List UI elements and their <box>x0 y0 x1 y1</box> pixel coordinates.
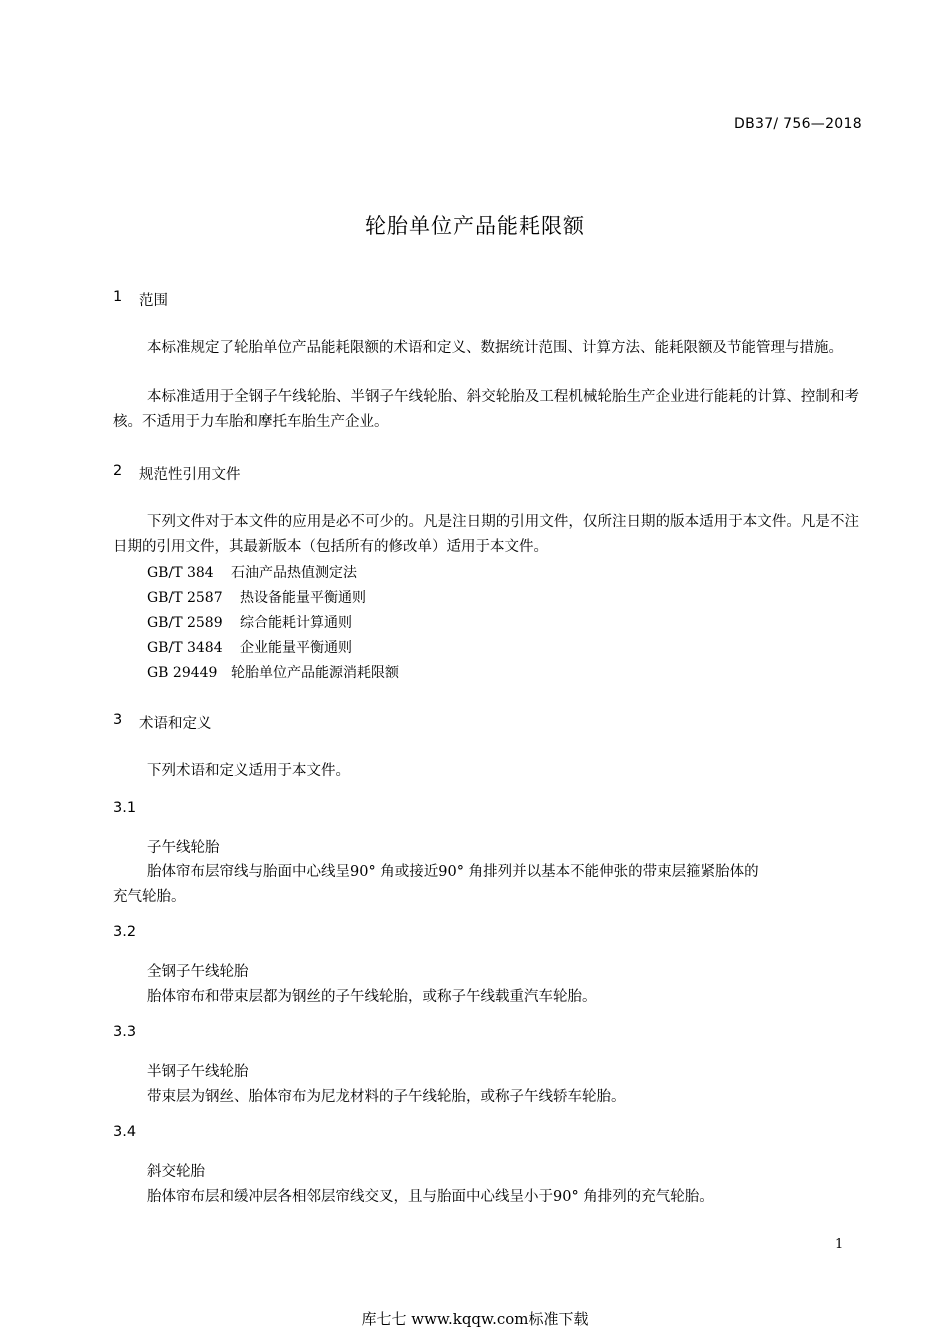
section-2-intro: 下列文件对于本文件的应用是必不可少的。凡是注日期的引用文件，仅所注日期的版本适用于本文件。凡是不注日期的引用文件，其最新版本（包括所有的修改单）适用于本文件。 <box>113 514 859 555</box>
section-1-title: 范围 <box>139 293 168 309</box>
reference-title: 轮胎单位产品能源消耗限额 <box>231 665 399 681</box>
section-3-intro: 下列术语和定义适用于本文件。 <box>147 763 350 779</box>
page-title: 轮胎单位产品能耗限额 <box>365 214 585 238</box>
section-2-title: 规范性引用文件 <box>139 467 241 483</box>
term-definition: 带束层为钢丝、胎体帘布为尼龙材料的子午线轮胎，或称子午线轿车轮胎。 <box>147 1089 626 1105</box>
term-definition-continued: 充气轮胎。 <box>113 889 186 905</box>
reference-title: 企业能量平衡通则 <box>240 640 352 656</box>
term-heading: 斜交轮胎 <box>147 1164 205 1180</box>
clause-number: 3.3 <box>113 1024 137 1040</box>
reference-code: GB/T 2589 <box>147 615 223 631</box>
section-1-paragraph-1: 本标准规定了轮胎单位产品能耗限额的术语和定义、数据统计范围、计算方法、能耗限额及节能管理与措施。 <box>147 340 843 356</box>
section-3-title: 术语和定义 <box>139 716 212 732</box>
clause-number: 3.4 <box>113 1124 137 1140</box>
reference-code: GB/T 384 <box>147 565 214 581</box>
section-3-number: 3 <box>113 712 123 728</box>
reference-title: 热设备能量平衡通则 <box>240 590 366 606</box>
section-1-paragraph-2: 本标准适用于全钢子午线轮胎、半钢子午线轮胎、斜交轮胎及工程机械轮胎生产企业进行能耗的计算、控制和考核。不适用于力车胎和摩托车胎生产企业。 <box>113 389 859 430</box>
reference-code: GB/T 3484 <box>147 640 223 656</box>
term-heading: 全钢子午线轮胎 <box>147 964 249 980</box>
doc-code: DB37/ 756—2018 <box>734 116 862 132</box>
clause-number: 3.1 <box>113 800 137 816</box>
reference-code: GB 29449 <box>147 665 218 681</box>
reference-title: 石油产品热值测定法 <box>231 565 357 581</box>
term-heading: 半钢子午线轮胎 <box>147 1064 249 1080</box>
reference-item <box>147 662 399 682</box>
term-definition: 胎体帘布和带束层都为钢丝的子午线轮胎，或称子午线载重汽车轮胎。 <box>147 989 597 1005</box>
reference-code: GB/T 2587 <box>147 590 223 606</box>
section-2-number: 2 <box>113 463 123 479</box>
reference-item <box>147 562 357 582</box>
page-number: 1 <box>835 1237 844 1252</box>
term-definition: 胎体帘布层和缓冲层各相邻层帘线交叉，且与胎面中心线呈小于90° 角排列的充气轮胎。 <box>147 1189 714 1205</box>
reference-title: 综合能耗计算通则 <box>240 615 352 631</box>
term-definition: 胎体帘布层帘线与胎面中心线呈90° 角或接近90° 角排列并以基本不能伸张的带束层箍紧胎体的 <box>147 864 759 880</box>
reference-item <box>147 587 366 607</box>
reference-item <box>147 612 352 632</box>
clause-number: 3.2 <box>113 924 137 940</box>
reference-item <box>147 637 352 657</box>
term-heading: 子午线轮胎 <box>147 840 220 856</box>
footer-watermark-text: 库七七 www.kqqw.com标准下载 <box>361 1310 589 1328</box>
section-1-number: 1 <box>113 289 123 305</box>
